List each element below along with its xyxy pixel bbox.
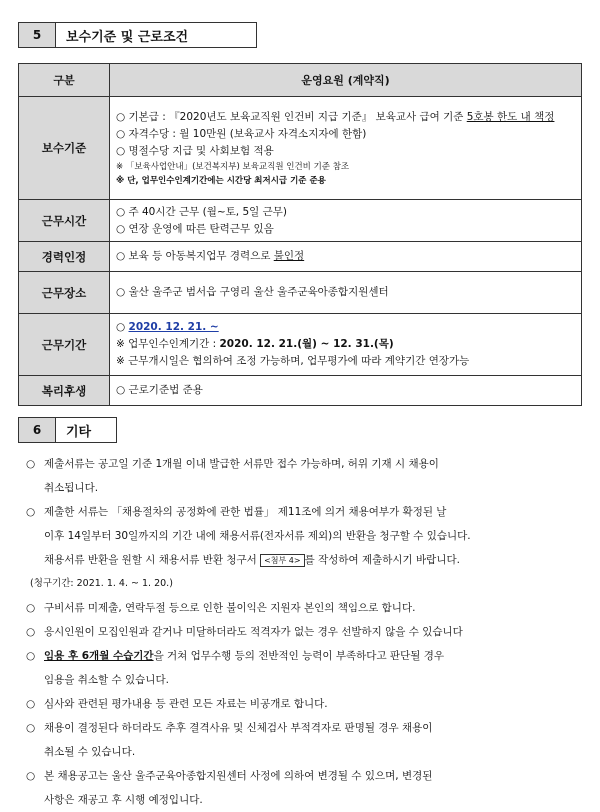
header-category: 구분 bbox=[19, 64, 110, 97]
row-body-hours: ○ 주 40시간 근무 (월~토, 5일 근무) ○ 연장 운영에 따른 탄력근무 있음 bbox=[110, 200, 582, 242]
table-row bbox=[19, 242, 582, 272]
section-6-header bbox=[18, 417, 117, 443]
list-item: ○ 제출한 서류는 「채용절차의 공정화에 관한 법률」 제11조에 의거 채용여부가 확정된 날 이후 14일부터 30일까지의 기간 내에 채용서류(전자서류 제외)의 반환을 청구할 수 있습니다. 채용서류 반환을 원할 시 채용서류 반환 청구서 <첨부 4> 를 작성하여 제출하시기 바랍니다. (청구기간: 2021. 1. 4. ~ 1. 20.) bbox=[26, 506, 471, 589]
row-label-place: 근무장소 bbox=[19, 272, 110, 314]
table-row bbox=[19, 376, 582, 406]
list-item: ○ 구비서류 미제출, 연락두절 등으로 인한 불이익은 지원자 본인의 책임으로 합니다. bbox=[26, 602, 416, 614]
row-body-period: ○ 2020. 12. 21. ~ ※ 업무인수인계기간 : 2020. 12. 21.(월) ~ 12. 31.(목) ※ 근무개시일은 협의하여 조정 가능하며, 업무평가에 따라 계약기간 연장가능 bbox=[110, 314, 582, 376]
row-label-pay: 보수기준 bbox=[19, 97, 110, 200]
attachment-badge: <첨부 4> bbox=[260, 554, 305, 567]
header-content: 운영요원 (계약직) bbox=[110, 64, 582, 97]
row-label-career: 경력인정 bbox=[19, 242, 110, 272]
row-label-welfare: 복리후생 bbox=[19, 376, 110, 406]
section-title: 보수기준 및 근로조건 bbox=[56, 22, 257, 48]
row-label-period: 근무기간 bbox=[19, 314, 110, 376]
notes-list bbox=[26, 452, 586, 812]
section-title: 기타 bbox=[56, 417, 117, 443]
section-number: 5 bbox=[18, 22, 56, 48]
list-item: ○ 제출서류는 공고일 기준 1개월 이내 발급한 서류만 접수 가능하며, 허위 기재 시 채용이 취소됩니다. bbox=[26, 458, 439, 494]
table-header-row bbox=[19, 64, 582, 97]
list-item: ○ 심사와 관련된 평가내용 등 관련 모든 자료는 비공개로 합니다. bbox=[26, 698, 328, 710]
table-row bbox=[19, 272, 582, 314]
row-body-welfare: ○ 근로기준법 준용 bbox=[110, 376, 582, 406]
list-item: ○ 임용 후 6개월 수습기간을 거쳐 업무수행 등의 전반적인 능력이 부족하다고 판단될 경우 임용을 취소할 수 있습니다. bbox=[26, 650, 444, 686]
row-body-place: ○ 울산 울주군 범서읍 구영리 울산 울주군육아종합지원센터 bbox=[110, 272, 582, 314]
section-5-header bbox=[18, 22, 257, 48]
table-row bbox=[19, 200, 582, 242]
table-row bbox=[19, 314, 582, 376]
conditions-table bbox=[18, 63, 582, 406]
table-row bbox=[19, 97, 582, 200]
section-number: 6 bbox=[18, 417, 56, 443]
row-label-hours: 근무시간 bbox=[19, 200, 110, 242]
list-item: ○ 본 채용공고는 울산 울주군육아종합지원센터 사정에 의하여 변경될 수 있으며, 변경된 사항은 재공고 후 시행 예정입니다. bbox=[26, 770, 433, 806]
row-body-career: ○ 보육 등 아동복지업무 경력으로 불인정 bbox=[110, 242, 582, 272]
list-item: ○ 채용이 결정된다 하더라도 추후 결격사유 및 신체검사 부적격자로 판명될 경우 채용이 취소될 수 있습니다. bbox=[26, 722, 433, 758]
row-body-pay: ○ 기본급 : 『2020년도 보육교직원 인건비 지급 기준』 보육교사 급여 기준 5호봉 한도 내 책정 ○ 자격수당 : 월 10만원 (보육교사 자격소지자에 한함) ○ 명절수당 지급 및 사회보험 적용 ※ 「보육사업안내」(보건복지부) 보육교직원 인건비 기준 참조 ※ 단, 업무인수인계기간에는 시간당 최저시급 기준 준용 bbox=[110, 97, 582, 200]
list-item: ○ 응시인원이 모집인원과 같거나 미달하더라도 적격자가 없는 경우 선발하지 않을 수 있습니다 bbox=[26, 626, 463, 638]
